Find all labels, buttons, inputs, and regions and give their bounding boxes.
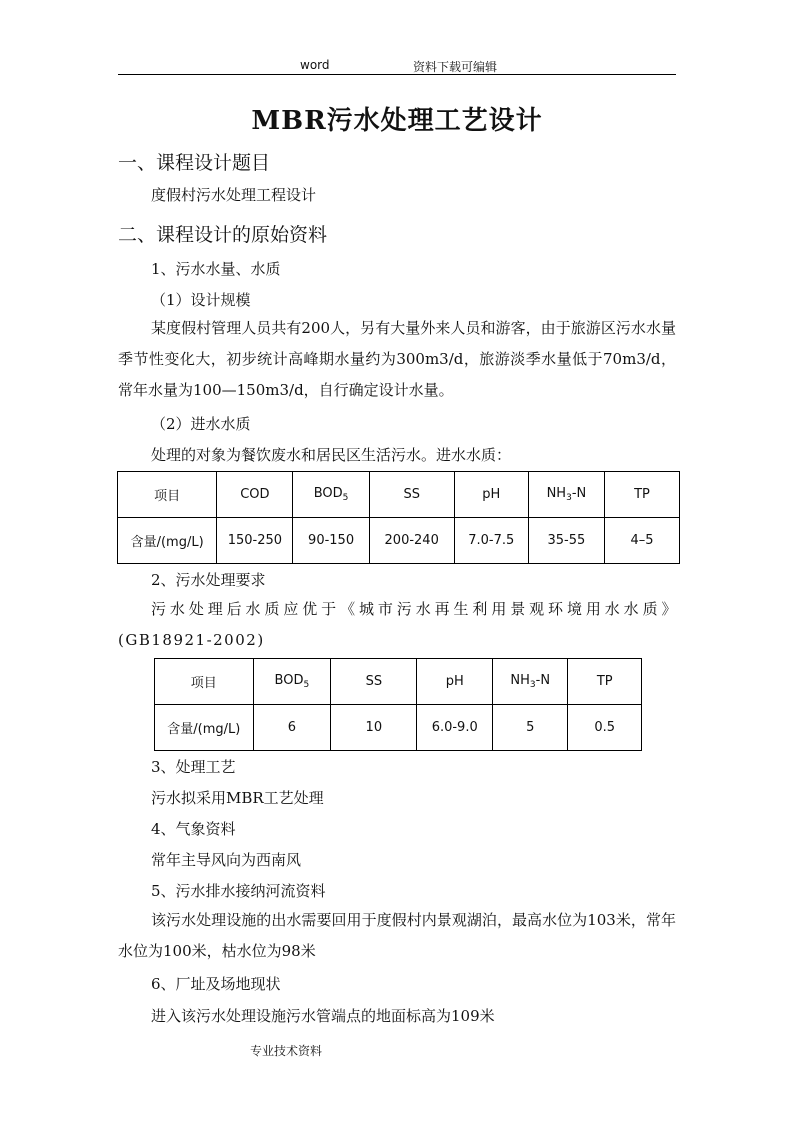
table-row [155,705,642,751]
table-header-cell: TP [605,472,680,518]
table-cell: 200-240 [369,518,454,564]
table-cell: 10 [331,705,417,751]
table-header-cell: TP [568,659,642,705]
item-6-text: 进入该污水处理设施污水管端点的地面标高为109米 [151,1007,495,1025]
item-1-2-text: 处理的对象为餐饮废水和居民区生活污水。进水水质： [151,446,512,464]
item-3-text: 污水拟采用MBR工艺处理 [151,789,324,807]
table-header-cell: 项目 [155,659,254,705]
table-header-cell: $BOD_5$ [253,659,331,705]
item-3-heading: 3、处理工艺 [151,758,236,776]
table-row [118,518,680,564]
influent-quality-table [117,471,680,564]
header-right-text: 资料下载可编辑 [413,60,498,74]
effluent-standard-table [154,658,642,751]
item-5-heading: 5、污水排水接纳河流资料 [151,882,326,900]
table-cell: 0.5 [568,705,642,751]
item-4-heading: 4、气象资料 [151,820,236,838]
table-cell: 5 [492,705,568,751]
table-cell: 90-150 [293,518,369,564]
section-1-heading: 一、课程设计题目 [118,152,271,174]
table-header-cell: pH [417,659,492,705]
table-cell: 35-55 [528,518,604,564]
table-cell: 6.0-9.0 [417,705,492,751]
table-header-cell: $BOD_5$ [293,472,369,518]
item-1-2-heading: （2）进水水质 [151,415,251,433]
item-5-text: 该污水处理设施的出水需要回用于度假村内景观湖泊，最高水位为103米，常年水位为100米，枯水位为98米 [118,911,676,960]
page-footer: 专业技术资料 [250,1044,323,1058]
table-header-row [155,659,642,705]
item-4-text: 常年主导风向为西南风 [151,851,302,869]
table-cell: 7.0-7.5 [454,518,528,564]
document-title: MBR污水处理工艺设计 [251,106,543,136]
item-6-heading: 6、厂址及场地现状 [151,975,281,993]
page-header [118,56,676,75]
table-cell: 150-250 [217,518,293,564]
table-header-cell: SS [331,659,417,705]
item-1-1-text: 某度假村管理人员共有200人，另有大量外来人员和游客，由于旅游区污水水量季节性变化大，初步统计高峰期水量约为300m3/d，旅游淡季水量低于70m3/d，常年水量为100—150m3/d，自行确定设计水量。 [118,319,676,399]
item-1-1-heading: （1）设计规模 [151,291,251,309]
table-header-cell: 项目 [118,472,217,518]
section-1-text: 度假村污水处理工程设计 [151,186,317,204]
section-2-heading: 二、课程设计的原始资料 [118,224,328,246]
table-cell: 含量/(mg/L) [155,705,254,751]
header-left-text: word [300,58,330,72]
table-header-cell: pH [454,472,528,518]
table-cell: 含量/(mg/L) [118,518,217,564]
table-header-cell: $NH_3-N$ [528,472,604,518]
table-header-row [118,472,680,518]
item-2-heading: 2、污水处理要求 [151,571,266,589]
table-header-cell: $NH_3-N$ [492,659,568,705]
table-header-cell: COD [217,472,293,518]
item-2-text: 污水处理后水质应优于《城市污水再生利用景观环境用水水质》(GB18921-2002) [118,600,678,649]
table-cell: 4–5 [605,518,680,564]
table-cell: 6 [253,705,331,751]
table-header-cell: SS [369,472,454,518]
item-1-heading: 1、污水水量、水质 [151,260,281,278]
